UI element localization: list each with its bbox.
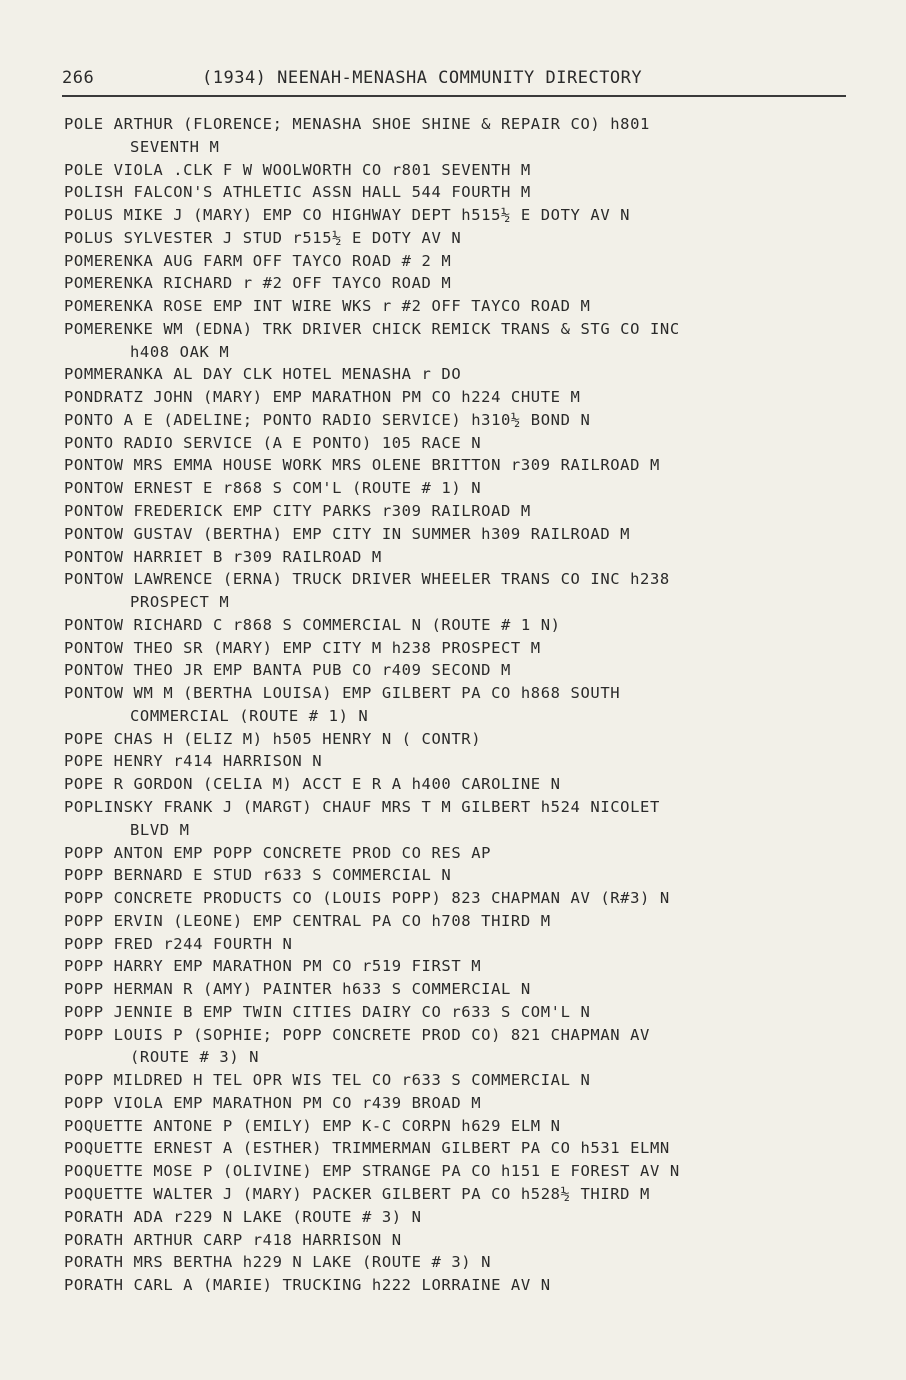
directory-entry: POPLINSKY FRANK J (MARGT) CHAUF MRS T M GILBERT h524 NICOLET xyxy=(64,797,660,816)
directory-entry: POQUETTE WALTER J (MARY) PACKER GILBERT PA CO h528½ THIRD M xyxy=(64,1184,650,1203)
directory-entries xyxy=(64,113,864,1297)
directory-entry: PORATH ADA r229 N LAKE (ROUTE # 3) N xyxy=(64,1207,422,1226)
directory-entry: POMERENKA RICHARD r #2 OFF TAYCO ROAD M xyxy=(64,274,452,293)
directory-entry: PONTOW LAWRENCE (ERNA) TRUCK DRIVER WHEELER TRANS CO INC h238 xyxy=(64,570,670,589)
directory-entry: POLE ARTHUR (FLORENCE; MENASHA SHOE SHINE & REPAIR CO) h801 xyxy=(64,115,650,133)
directory-entry: PONTOW WM M (BERTHA LOUISA) EMP GILBERT PA CO h868 SOUTH xyxy=(64,684,621,703)
directory-entry: POQUETTE ANTONE P (EMILY) EMP K-C CORPN h629 ELM N xyxy=(64,1116,561,1135)
directory-entry: POPE CHAS H (ELIZ M) h505 HENRY N ( CONTR) xyxy=(64,729,482,748)
directory-entry: PONTOW RICHARD C r868 S COMMERCIAL N (ROUTE # 1 N) xyxy=(64,615,561,634)
directory-entry: PORATH CARL A (MARIE) TRUCKING h222 LORRAINE AV N xyxy=(64,1276,551,1295)
directory-entry: POPP MILDRED H TEL OPR WIS TEL CO r633 S COMMERCIAL N xyxy=(64,1071,591,1090)
directory-entry: POMMERANKA AL DAY CLK HOTEL MENASHA r DO xyxy=(64,365,462,384)
directory-entry: PONTO RADIO SERVICE (A E PONTO) 105 RACE N xyxy=(64,433,482,452)
directory-entry: PONTO A E (ADELINE; PONTO RADIO SERVICE) h310½ BOND N xyxy=(64,410,591,429)
page-title: (1934) NEENAH-MENASHA COMMUNITY DIRECTORY xyxy=(202,68,643,88)
directory-entry: PONDRATZ JOHN (MARY) EMP MARATHON PM CO h224 CHUTE M xyxy=(64,388,581,407)
directory-entry: POLISH FALCON'S ATHLETIC ASSN HALL 544 FOURTH M xyxy=(64,183,531,202)
directory-entry: POLE VIOLA .CLK F W WOOLWORTH CO r801 SEVENTH M xyxy=(64,160,531,179)
directory-entry: POPP CONCRETE PRODUCTS CO (LOUIS POPP) 823 CHAPMAN AV (R#3) N xyxy=(64,889,670,908)
page-header xyxy=(62,68,846,96)
directory-entry: POMERENKA ROSE EMP INT WIRE WKS r #2 OFF TAYCO ROAD M xyxy=(64,297,591,316)
directory-entry: POQUETTE MOSE P (OLIVINE) EMP STRANGE PA CO h151 E FOREST AV N xyxy=(64,1162,680,1181)
directory-entry: PONTOW THEO SR (MARY) EMP CITY M h238 PROSPECT M xyxy=(64,638,541,657)
directory-entry: POPP BERNARD E STUD r633 S COMMERCIAL N xyxy=(64,866,452,885)
directory-entry-continuation: BLVD M xyxy=(130,820,190,839)
directory-entry: PONTOW HARRIET B r309 RAILROAD M xyxy=(64,547,382,566)
directory-entry-continuation: SEVENTH M xyxy=(130,137,220,156)
directory-entry: POLUS MIKE J (MARY) EMP CO HIGHWAY DEPT h515½ E DOTY AV N xyxy=(64,206,631,225)
directory-entry: POPP HERMAN R (AMY) PAINTER h633 S COMMERCIAL N xyxy=(64,980,531,999)
directory-entry: POPP ERVIN (LEONE) EMP CENTRAL PA CO h708 THIRD M xyxy=(64,911,551,930)
directory-entry-continuation: PROSPECT M xyxy=(130,593,230,612)
directory-entry: POPP HARRY EMP MARATHON PM CO r519 FIRST M xyxy=(64,957,482,976)
directory-entry: POLUS SYLVESTER J STUD r515½ E DOTY AV N xyxy=(64,228,462,247)
directory-entry: PONTOW FREDERICK EMP CITY PARKS r309 RAILROAD M xyxy=(64,502,531,521)
header-rule xyxy=(62,95,846,97)
directory-entry: PORATH ARTHUR CARP r418 HARRISON N xyxy=(64,1230,402,1249)
directory-entry: PONTOW THEO JR EMP BANTA PUB CO r409 SECOND M xyxy=(64,661,511,680)
directory-entry: PONTOW ERNEST E r868 S COM'L (ROUTE # 1) N xyxy=(64,479,482,498)
directory-entry: POPP FRED r244 FOURTH N xyxy=(64,934,293,953)
directory-entry: POPP VIOLA EMP MARATHON PM CO r439 BROAD M xyxy=(64,1093,482,1112)
directory-entry-continuation: (ROUTE # 3) N xyxy=(130,1048,260,1067)
directory-entry: PONTOW MRS EMMA HOUSE WORK MRS OLENE BRITTON r309 RAILROAD M xyxy=(64,456,660,475)
directory-entry: POPE HENRY r414 HARRISON N xyxy=(64,752,323,771)
page-number: 266 xyxy=(62,68,95,88)
directory-entry: POPP LOUIS P (SOPHIE; POPP CONCRETE PROD CO) 821 CHAPMAN AV xyxy=(64,1025,650,1044)
directory-entry: PORATH MRS BERTHA h229 N LAKE (ROUTE # 3) N xyxy=(64,1253,492,1272)
directory-entry: POPP ANTON EMP POPP CONCRETE PROD CO RES AP xyxy=(64,843,492,862)
directory-entry-continuation: h408 OAK M xyxy=(130,342,230,361)
directory-entry: POPE R GORDON (CELIA M) ACCT E R A h400 CAROLINE N xyxy=(64,775,561,794)
directory-entry: POQUETTE ERNEST A (ESTHER) TRIMMERMAN GILBERT PA CO h531 ELMN xyxy=(64,1139,670,1158)
directory-entry: POMERENKE WM (EDNA) TRK DRIVER CHICK REMICK TRANS & STG CO INC xyxy=(64,319,680,338)
directory-entry-continuation: COMMERCIAL (ROUTE # 1) N xyxy=(130,706,369,725)
directory-entry: POMERENKA AUG FARM OFF TAYCO ROAD # 2 M xyxy=(64,251,452,270)
directory-entry: POPP JENNIE B EMP TWIN CITIES DAIRY CO r633 S COM'L N xyxy=(64,1002,591,1021)
directory-entry: PONTOW GUSTAV (BERTHA) EMP CITY IN SUMMER h309 RAILROAD M xyxy=(64,524,631,543)
